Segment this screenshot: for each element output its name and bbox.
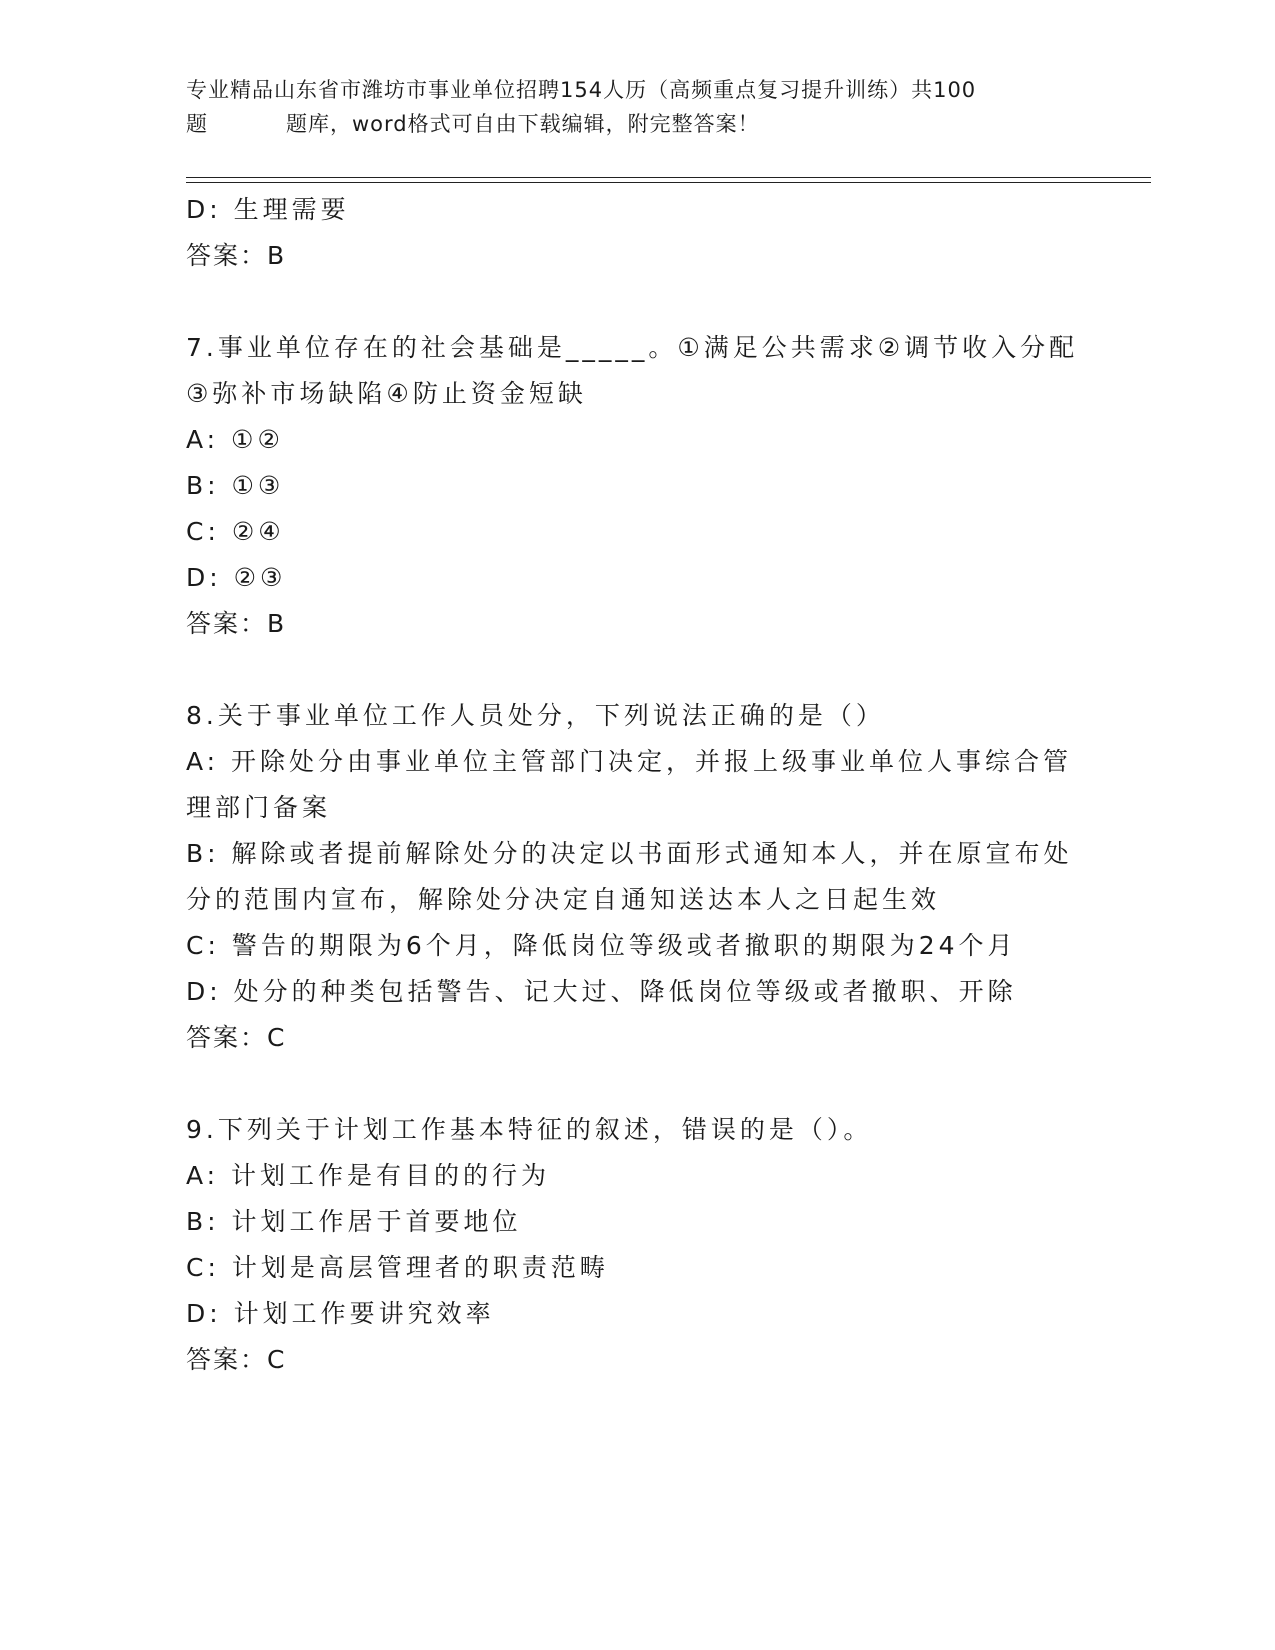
option-d: D: 处分的种类包括警告、记大过、降低岗位等级或者撤职、开除 [186,977,1017,1006]
option-b: B: 计划工作居于首要地位 [186,1207,522,1236]
option-c: C: ②④ [186,517,285,546]
header-title-line2-end: 题库，word格式可自由下载编辑，附完整答案！ [286,112,760,136]
question-stem: ③弥补市场缺陷④防止资金短缺 [186,379,587,408]
question-8 [186,693,1086,1061]
option-c: C: 警告的期限为6个月，降低岗位等级或者撤职的期限为24个月 [186,931,1017,960]
prev-option-d: D: 生理需要 [186,195,350,224]
question-stem: 8.关于事业单位工作人员处分，下列说法正确的是（） [186,701,885,730]
option-b: B: 解除或者提前解除处分的决定以书面形式通知本人，并在原宣布处 [186,839,1073,868]
option-a: A: 计划工作是有目的的行为 [186,1161,551,1190]
question-list [186,187,1086,1383]
header-title-line2-start: 题 [186,112,208,136]
prev-answer: 答案：B [186,241,287,270]
answer: 答案：C [186,1345,287,1374]
option-c: C: 计划是高层管理者的职责范畴 [186,1253,609,1282]
question-stem: 9.下列关于计划工作基本特征的叙述，错误的是（）。 [186,1115,873,1144]
option-b: B: ①③ [186,471,285,500]
answer: 答案：C [186,1023,287,1052]
option-d: D: 计划工作要讲究效率 [186,1299,495,1328]
option-a: A: 开除处分由事业单位主管部门决定，并报上级事业单位人事综合管 [186,747,1073,776]
option-a-cont: 理部门备案 [186,793,332,822]
option-d: D: ②③ [186,563,287,592]
header-divider-top [186,177,1151,178]
page-header [186,73,1086,141]
question-7 [186,325,1086,647]
option-a: A: ①② [186,425,284,454]
question-stem: 7.事业单位存在的社会基础是_____。①满足公共需求②调节收入分配 [186,333,1079,362]
option-b-cont: 分的范围内宣布，解除处分决定自通知送达本人之日起生效 [186,885,941,914]
header-title-line1: 专业精品山东省市潍坊市事业单位招聘154人历（高频重点复习提升训练）共100 [186,78,977,102]
answer: 答案：B [186,609,287,638]
question-9 [186,1107,1086,1383]
header-divider-bottom [186,182,1151,183]
header-title-line2 [186,107,1086,141]
